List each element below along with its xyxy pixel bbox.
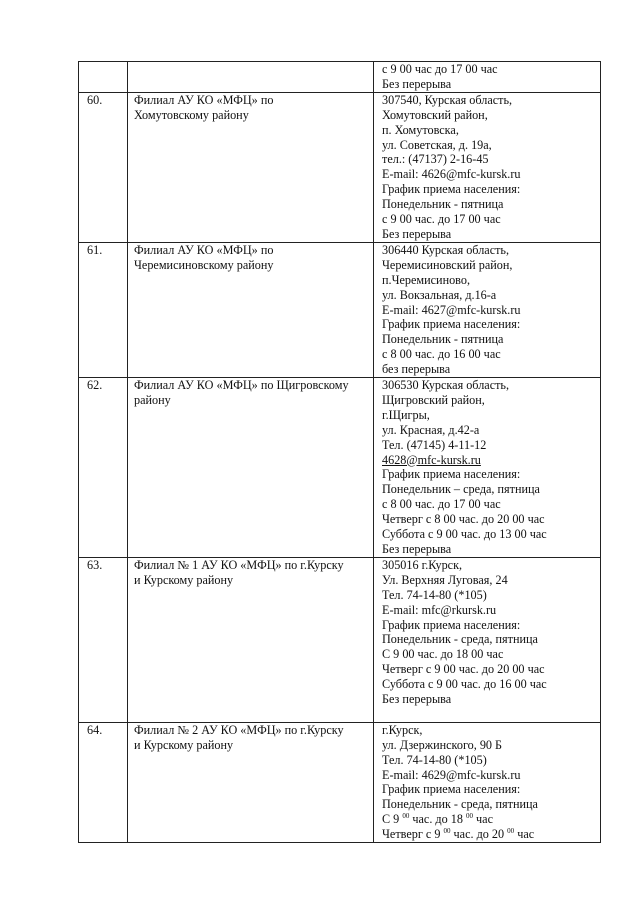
info-line: ул. Красная, д.42-а xyxy=(382,422,480,437)
table-row xyxy=(79,557,601,722)
email-link[interactable]: 4628@mfc-kursk.ru xyxy=(382,452,481,467)
info-line: График приема населения: xyxy=(382,182,521,197)
info-line: г.Щигры, xyxy=(382,407,430,422)
minutes-sup: 00 xyxy=(443,827,451,836)
info-line: ул. Вокзальная, д.16-а xyxy=(382,287,497,302)
name-line: Черемисиновскому району xyxy=(134,257,274,272)
info-line: Понедельник – среда, пятница xyxy=(382,482,540,497)
schedule-text: час. до 18 xyxy=(409,812,466,827)
name-line: Филиал № 2 АУ КО «МФЦ» по г.Курску xyxy=(134,722,344,737)
info-line: Без перерыва xyxy=(382,76,452,91)
info-line: ул. Советская, д. 19а, xyxy=(382,137,492,152)
info-line: График приема населения: xyxy=(382,617,521,632)
info-line: г.Курск, xyxy=(382,722,423,737)
schedule-text: час xyxy=(514,827,535,842)
email-line: E-mail: 4626@mfc-kursk.ru xyxy=(382,167,521,182)
email-line: E-mail: 4629@mfc-kursk.ru xyxy=(382,767,521,782)
name-line: и Курскому району xyxy=(134,572,234,587)
info-line: с 9 00 час до 17 00 час xyxy=(382,62,498,76)
branch-name xyxy=(128,557,374,722)
info-line: Щигровский район, xyxy=(382,392,485,407)
table-row xyxy=(79,62,601,93)
info-line: без перерыва xyxy=(382,362,451,377)
name-line: району xyxy=(134,392,171,407)
name-line: и Курскому району xyxy=(134,737,234,752)
info-line: 307540, Курская область, xyxy=(382,92,513,107)
info-line: С 9 00 час. до 18 00 час xyxy=(382,647,504,662)
info-line: Понедельник - пятница xyxy=(382,197,504,212)
row-number: 60. xyxy=(79,92,128,242)
minutes-sup: 00 xyxy=(402,812,410,821)
info-line: Ул. Верхняя Луговая, 24 xyxy=(382,572,508,587)
info-line: с 8 00 час. до 17 00 час xyxy=(382,497,501,512)
branch-info xyxy=(374,378,601,558)
email-line: E-mail: mfc@rkursk.ru xyxy=(382,602,497,617)
row-number: 64. xyxy=(79,722,128,842)
name-line: Хомутовскому району xyxy=(134,107,249,122)
info-line: График приема населения: xyxy=(382,467,521,482)
blank-line xyxy=(382,707,600,722)
info-line: 306440 Курская область, xyxy=(382,242,510,257)
info-line: Суббота с 9 00 час. до 13 00 час xyxy=(382,527,547,542)
schedule-text: Четверг с 9 xyxy=(382,827,444,842)
info-line: с 9 00 час. до 17 00 час xyxy=(382,212,501,227)
info-line: Тел. (47145) 4-11-12 xyxy=(382,437,487,452)
branch-info xyxy=(374,722,601,842)
row-number xyxy=(79,62,128,93)
schedule-text: час. до 20 xyxy=(450,827,508,842)
info-line: Тел. 74-14-80 (*105) xyxy=(382,752,487,767)
minutes-sup: 00 xyxy=(507,827,515,836)
branch-name xyxy=(128,722,374,842)
info-line: Четверг с 9 00 час. до 20 00 час xyxy=(382,662,545,677)
info-line: График приема населения: xyxy=(382,317,521,332)
branch-name xyxy=(128,92,374,242)
name-line: Филиал АУ КО «МФЦ» по xyxy=(134,92,274,107)
branch-info xyxy=(374,62,601,93)
row-number: 62. xyxy=(79,378,128,558)
info-line: п. Хомутовска, xyxy=(382,122,459,137)
branches-table xyxy=(78,61,601,843)
schedule-line xyxy=(382,812,600,827)
schedule-line xyxy=(382,827,600,842)
table-row xyxy=(79,378,601,558)
branch-name xyxy=(128,62,374,93)
info-line: Понедельник - среда, пятница xyxy=(382,632,538,647)
info-line: Понедельник - среда, пятница xyxy=(382,797,538,812)
name-line: Филиал № 1 АУ КО «МФЦ» по г.Курску xyxy=(134,557,344,572)
schedule-text: С 9 xyxy=(382,812,403,827)
info-line: 306530 Курская область, xyxy=(382,378,510,393)
info-line: График приема населения: xyxy=(382,782,521,797)
schedule-text: час xyxy=(473,812,493,827)
name-line: Филиал АУ КО «МФЦ» по xyxy=(134,242,274,257)
info-line: Четверг с 8 00 час. до 20 00 час xyxy=(382,512,545,527)
table-row xyxy=(79,242,601,377)
info-line: тел.: (47137) 2-16-45 xyxy=(382,152,489,167)
info-line: п.Черемисиново, xyxy=(382,272,470,287)
info-line: Черемисиновский район, xyxy=(382,257,513,272)
table-row xyxy=(79,92,601,242)
row-number: 61. xyxy=(79,242,128,377)
minutes-sup: 00 xyxy=(466,812,473,821)
branches-table-body xyxy=(79,62,601,843)
branch-name xyxy=(128,242,374,377)
table-row xyxy=(79,722,601,842)
info-line: с 8 00 час. до 16 00 час xyxy=(382,347,501,362)
branch-info xyxy=(374,92,601,242)
row-number: 63. xyxy=(79,557,128,722)
info-line: Хомутовский район, xyxy=(382,107,488,122)
branch-info xyxy=(374,557,601,722)
info-line: Без перерыва xyxy=(382,226,452,241)
email-line: E-mail: 4627@mfc-kursk.ru xyxy=(382,302,521,317)
info-line: Суббота с 9 00 час. до 16 00 час xyxy=(382,677,547,692)
info-line: Без перерыва xyxy=(382,542,452,556)
info-line: Тел. 74-14-80 (*105) xyxy=(382,587,487,602)
info-line: 305016 г.Курск, xyxy=(382,557,463,572)
info-line: Понедельник - пятница xyxy=(382,332,504,347)
branch-info xyxy=(374,242,601,377)
branch-name xyxy=(128,378,374,558)
info-line: Без перерыва xyxy=(382,692,452,707)
info-line: ул. Дзержинского, 90 Б xyxy=(382,737,503,752)
name-line: Филиал АУ КО «МФЦ» по Щигровскому xyxy=(134,378,349,393)
